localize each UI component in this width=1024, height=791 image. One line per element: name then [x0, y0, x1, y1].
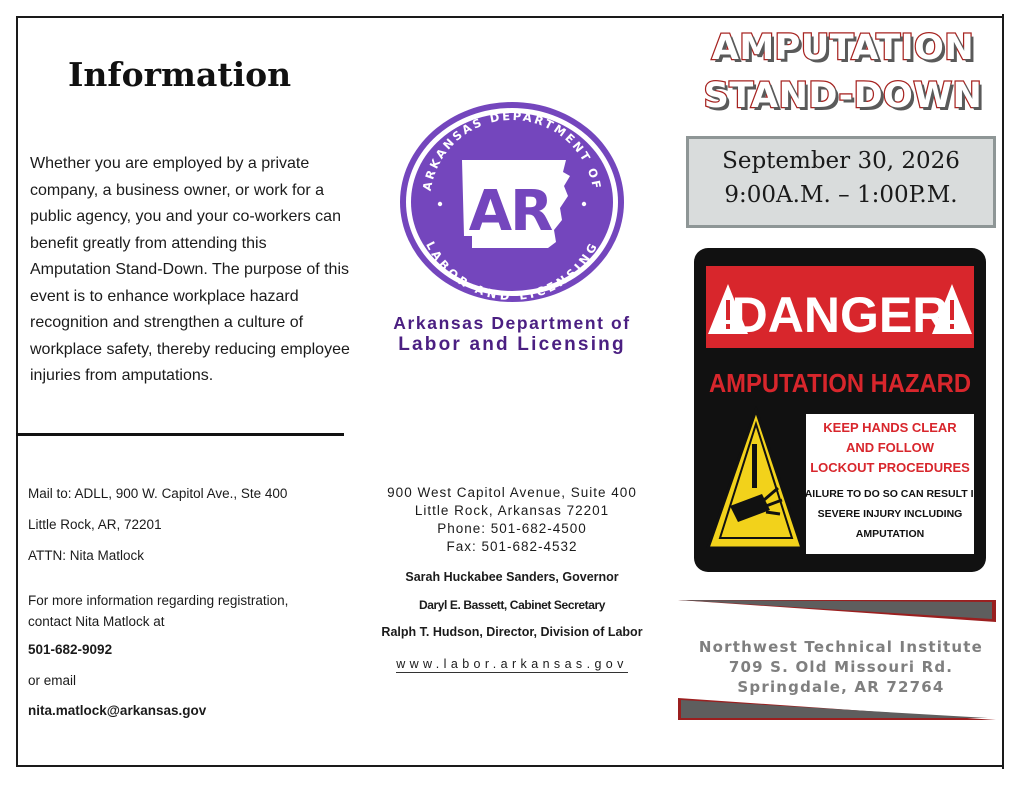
sign-header: DANGER — [731, 287, 949, 343]
address-block — [360, 484, 664, 556]
sign-subheader: AMPUTATION HAZARD — [709, 368, 971, 398]
sign-message-2: AND FOLLOW — [845, 440, 935, 455]
page-frame-right-edge — [1002, 14, 1004, 769]
address-street: 900 West Capitol Avenue, Suite 400 — [387, 485, 637, 500]
event-date-box — [686, 136, 996, 228]
contact-phone: 501-682-9092 — [28, 642, 113, 657]
info-heading: Information — [68, 55, 292, 94]
secretary-line: Daryl E. Bassett, Cabinet Secretary — [418, 598, 606, 612]
department-name — [370, 312, 654, 356]
mail-city-line: Little Rock, AR, 72201 — [28, 517, 162, 532]
event-time: 9:00A.M. – 1:00P.M. — [724, 182, 958, 208]
location-name: Northwest Technical Institute — [698, 638, 984, 656]
event-date: September 30, 2026 — [722, 148, 960, 174]
address-city: Little Rock, Arkansas 72201 — [414, 503, 610, 518]
seal-bottom-text: LABOR AND LICENSING — [423, 239, 601, 304]
section-divider — [16, 433, 344, 436]
department-contact — [360, 484, 664, 671]
department-name-line1: Arkansas Department of — [393, 313, 631, 333]
more-info-text: For more information regarding registration, contact Nita Matlock at — [28, 593, 289, 629]
event-title-line2: STAND-DOWN — [703, 76, 983, 116]
info-paragraph: Whether you are employed by a private company, a business owner, or work for a public agency, you and your co-workers can benefit greatly from attending this Amputation Stand-Down. The purpose of this event is to enhance workplace hazard recognition and strengthen a culture of workplace safety, thereby reducing employee injuries from amputations. — [30, 155, 350, 384]
department-phone: Phone: 501-682-4500 — [437, 521, 587, 536]
location-street: 709 S. Old Missouri Rd. — [728, 658, 954, 676]
department-seal-logo — [398, 100, 626, 304]
director-line: Ralph T. Hudson, Director, Division of Labor — [381, 625, 643, 639]
event-title-line1: AMPUTATION — [711, 28, 975, 68]
website-link[interactable] — [360, 657, 664, 671]
department-name-line2: Labor and Licensing — [398, 334, 626, 355]
mail-to-line: Mail to: ADLL, 900 W. Capitol Ave., Ste 400 — [28, 486, 288, 501]
sign-message-5: SEVERE INJURY INCLUDING — [817, 508, 963, 520]
location-city: Springdale, AR 72764 — [737, 678, 945, 696]
seal-monogram: AR — [468, 179, 552, 244]
governor-line: Sarah Huckabee Sanders, Governor — [405, 570, 619, 584]
danger-amputation-hazard-sign — [694, 248, 986, 572]
website-link-text[interactable]: www.labor.arkansas.gov — [396, 657, 628, 671]
sign-message-1: KEEP HANDS CLEAR — [823, 420, 957, 435]
department-fax: Fax: 501-682-4532 — [446, 539, 578, 554]
event-title — [690, 24, 996, 120]
decorative-stripe-top — [678, 600, 996, 622]
contact-email: nita.matlock@arkansas.gov — [28, 703, 207, 718]
event-location — [686, 637, 996, 697]
or-email-text: or email — [28, 673, 77, 688]
seal-top-text: ARKANSAS DEPARTMENT OF — [419, 108, 605, 192]
sign-message-3: LOCKOUT PROCEDURES — [810, 460, 970, 475]
decorative-stripe-bottom — [678, 698, 996, 720]
sign-message-4: FAILURE TO DO SO CAN RESULT IN — [798, 488, 982, 500]
sign-message-6: AMPUTATION — [855, 528, 925, 540]
attn-line: ATTN: Nita Matlock — [28, 548, 145, 563]
